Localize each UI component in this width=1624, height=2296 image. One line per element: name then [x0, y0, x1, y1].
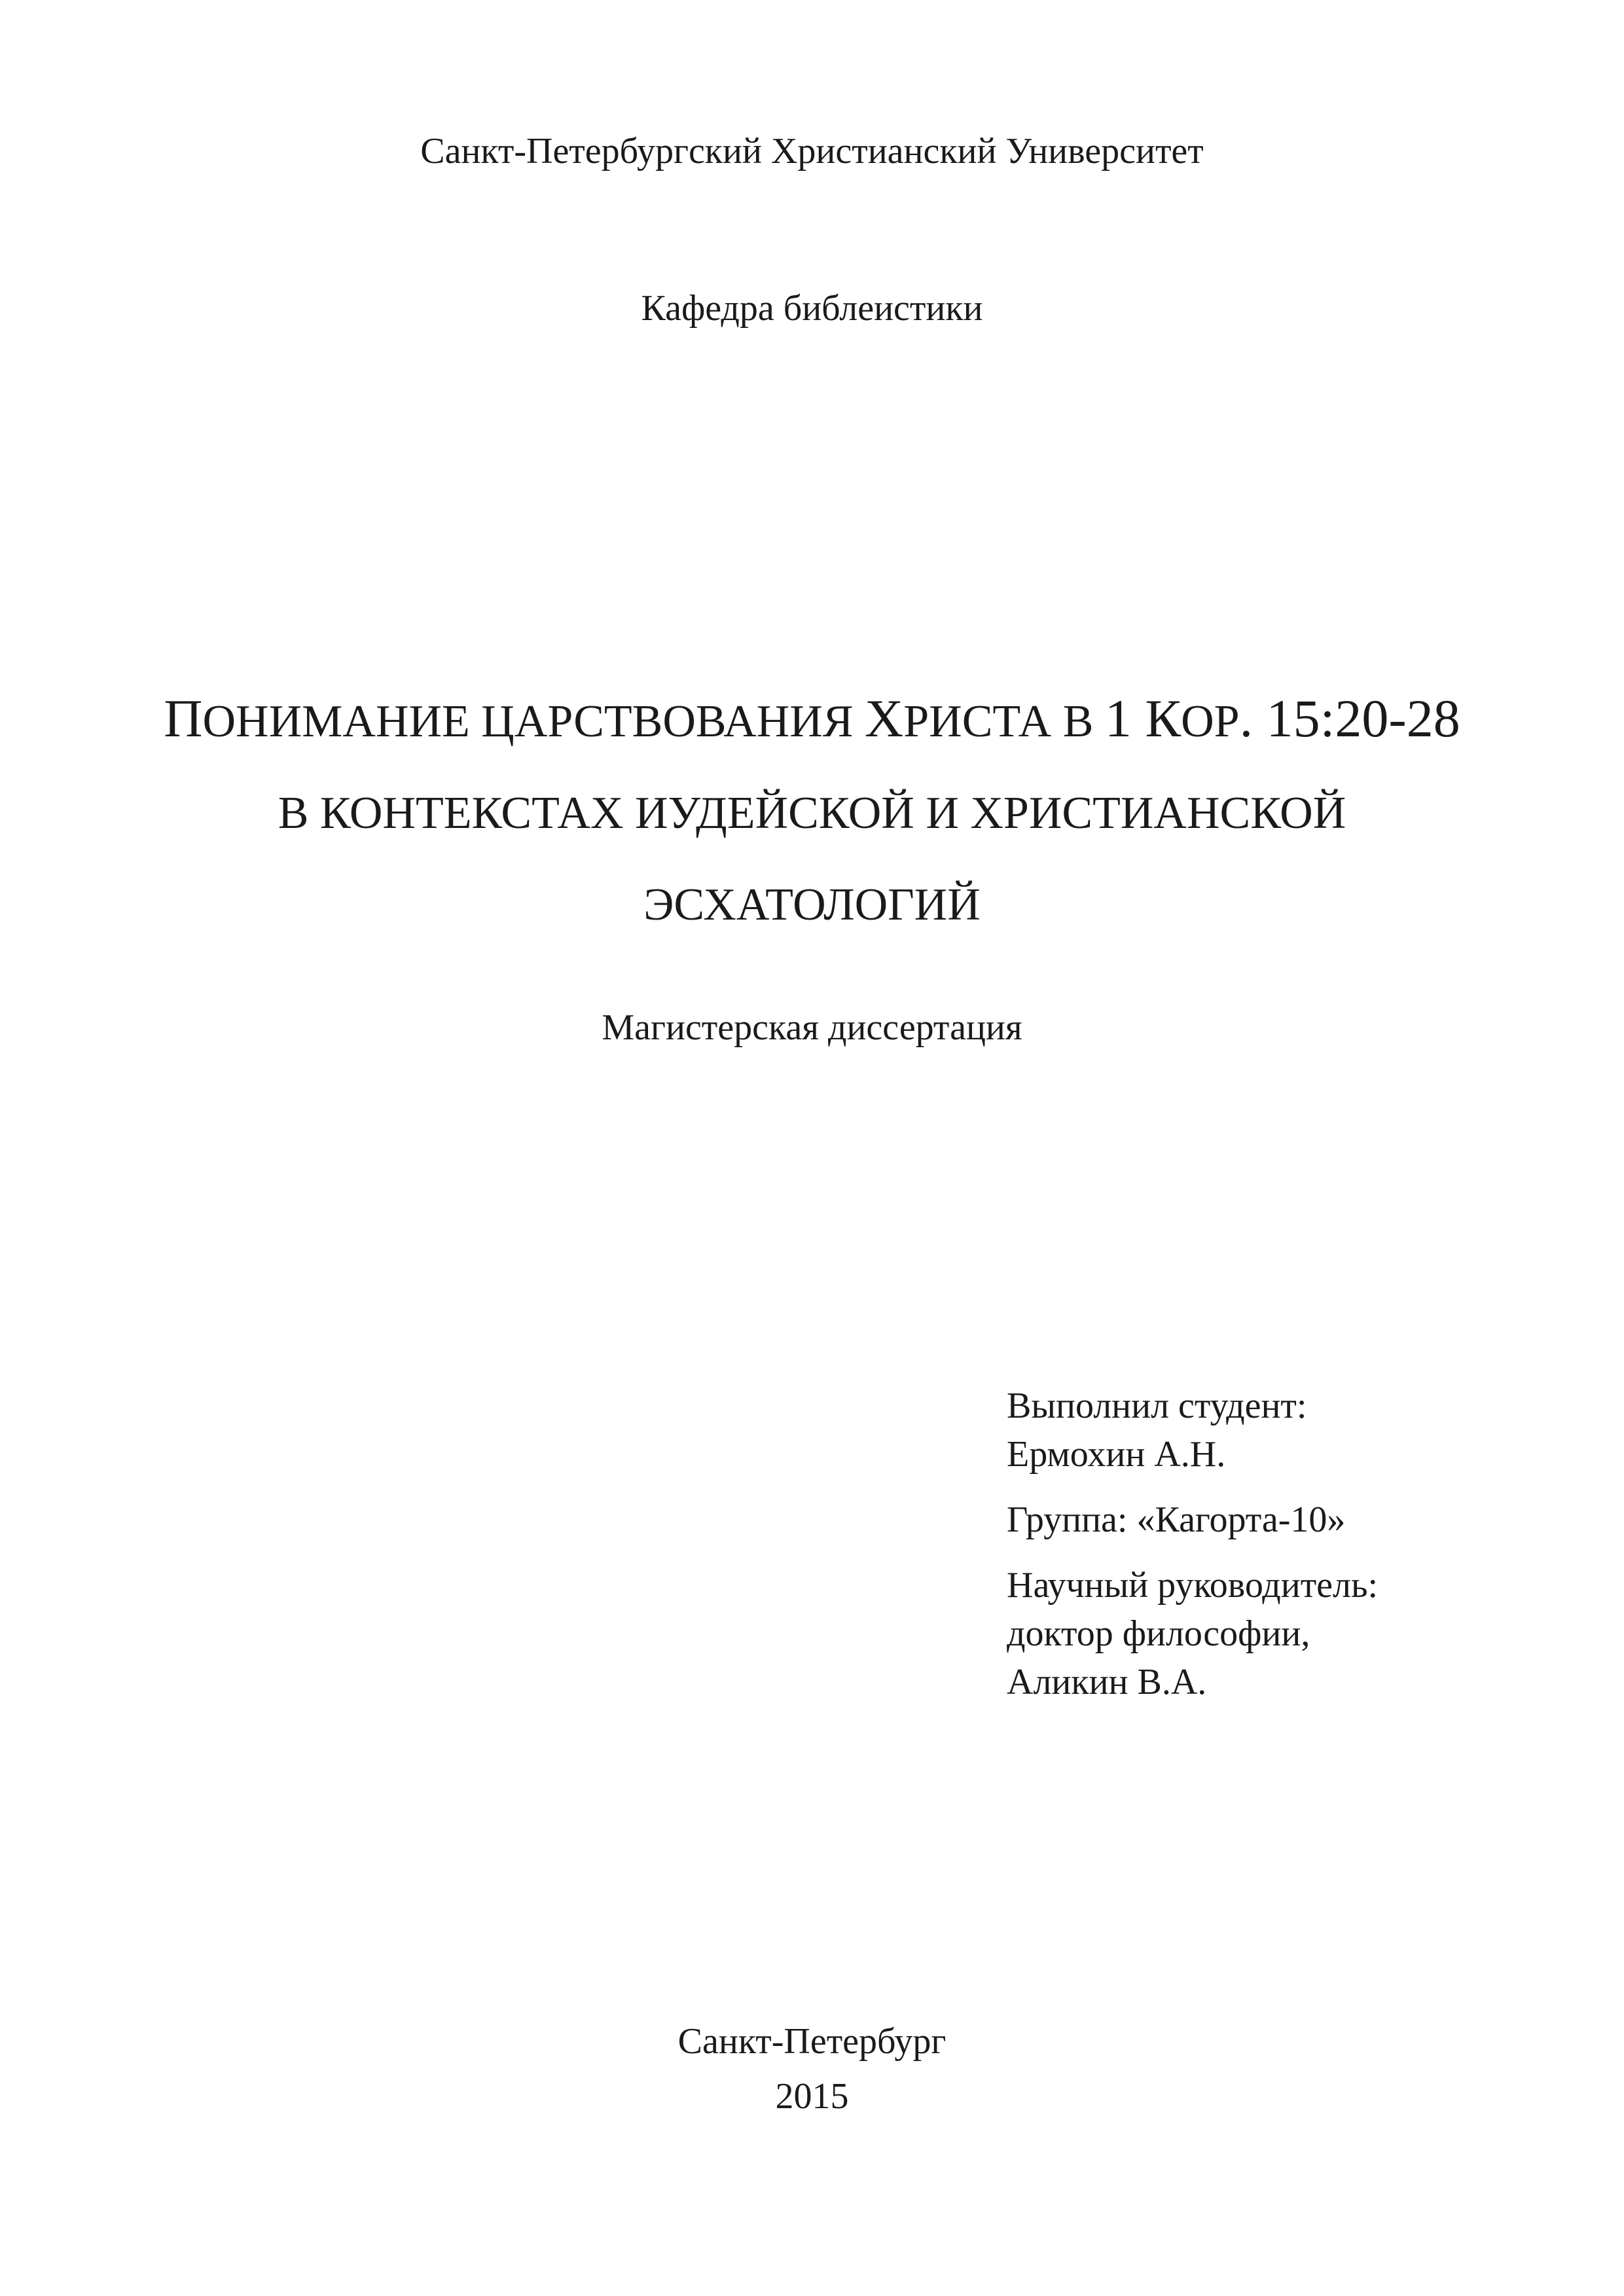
thesis-title-line-3: ЭСХАТОЛОГИЙ	[643, 880, 981, 930]
title-part: ОР	[1181, 696, 1240, 747]
title-part: Х	[865, 689, 904, 748]
title-part: П	[164, 689, 203, 748]
student-name: Ермохин А.Н.	[1007, 1434, 1226, 1475]
author-info	[1007, 1382, 1378, 1706]
student-label: Выполнил студент:	[1007, 1386, 1307, 1426]
supervisor-name: Аликин В.А.	[1007, 1662, 1207, 1702]
title-part: 1 К	[1104, 689, 1182, 748]
group-name: Группа: «Кагорта-10»	[1007, 1499, 1346, 1540]
supervisor-label: Научный руководитель:	[1007, 1565, 1379, 1605]
city: Санкт-Петербург	[677, 2021, 947, 2062]
supervisor-degree: доктор философии,	[1007, 1613, 1310, 1654]
thesis-title	[0, 673, 1624, 951]
department-name: Кафедра библеистики	[641, 288, 983, 329]
thesis-title-line-1	[0, 673, 1624, 768]
university-name: Санкт-Петербургский Христианский Университет	[420, 131, 1204, 171]
thesis-title-line-2: В КОНТЕКСТАХ ИУДЕЙСКОЙ И ХРИСТИАНСКОЙ	[278, 788, 1346, 838]
year: 2015	[775, 2076, 849, 2117]
title-part: РИСТА В	[903, 696, 1105, 747]
title-part: . 15:20-28	[1239, 689, 1460, 748]
title-part: ОНИМАНИЕ ЦАРСТВОВАНИЯ	[202, 696, 865, 747]
work-type: Магистерская диссертация	[602, 1007, 1022, 1048]
